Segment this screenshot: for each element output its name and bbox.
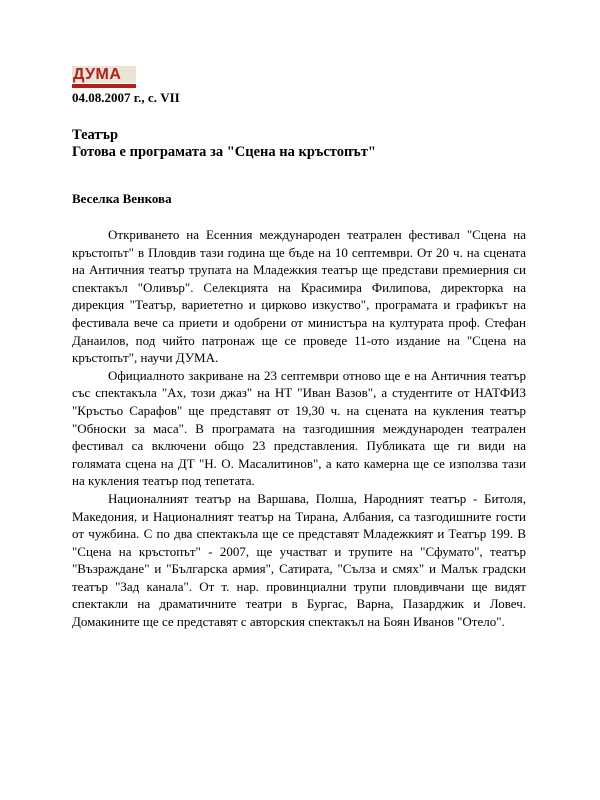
paragraph: Официалното закриване на 23 септември отново ще е на Античния театър със спектакъла "Ах, този джаз" на НТ "Иван Вазов", а студентите от НАТФИЗ "Кръстьо Сарафов" ще представят от 19,30 ч. на сцената на кукления театър "Обноски за маса". В програмата на тазгодишния международен театрален фестивал са включени общо 23 представления. Публиката ще ги види на голямата сцена на ДТ "Н. О. Масалитинов", а като камерна ще се използва тази на кукления театър под тепетата. — [72, 367, 526, 489]
dateline: 04.08.2007 г., с. VII — [72, 90, 180, 105]
logo-text: ДУМА — [72, 66, 136, 83]
duma-logo — [72, 66, 136, 88]
document-page — [72, 66, 526, 631]
rubric: Театър — [72, 127, 119, 143]
author-byline: Веселка Венкова — [72, 191, 172, 206]
paragraph: Националният театър на Варшава, Полша, Народният театър - Битоля, Македония, и Националният театър на Тирана, Албания, са тазгодишните гости от чужбина. С по два спектакъла ще се представят Младежкият и Театър 199. В "Сцена на кръстопът" - 2007, ще участват и трупите на "Сфумато", театър "Възраждане" и "Българска армия", Сатирата, "Сълза и смях" и Малък градски театър "Зад канала". От т. нар. провинциални трупи пловдивчани ще видят спектакли на драматичните театри в Бургас, Варна, Пазарджик и Ловеч. Домакините ще се представят с авторския спектакъл на Боян Иванов "Отело". — [72, 490, 526, 630]
headline: Готова е програмата за "Сцена на кръстопът" — [72, 144, 376, 160]
paragraph: Откриването на Есенния международен театрален фестивал "Сцена на кръстопът" в Пловдив тази година ще бъде на 10 септември. От 20 ч. на сцената на Античния театър трупата на Младежкия театър ще представи премиерния си спектакъл "Оливър". Селекцията на Красимира Филипова, директорка на дирекция "Театър, вариететно и цирково изкуство", програмата и графикът на фестивала вече са приети и одобрени от министъра на културата проф. Стефан Данаилов, под чийто патронаж ще се проведе 11-ото издание на "Сцена на кръстопът", научи ДУМА. — [72, 227, 526, 366]
logo-strip — [72, 84, 136, 88]
article-body — [72, 226, 526, 631]
